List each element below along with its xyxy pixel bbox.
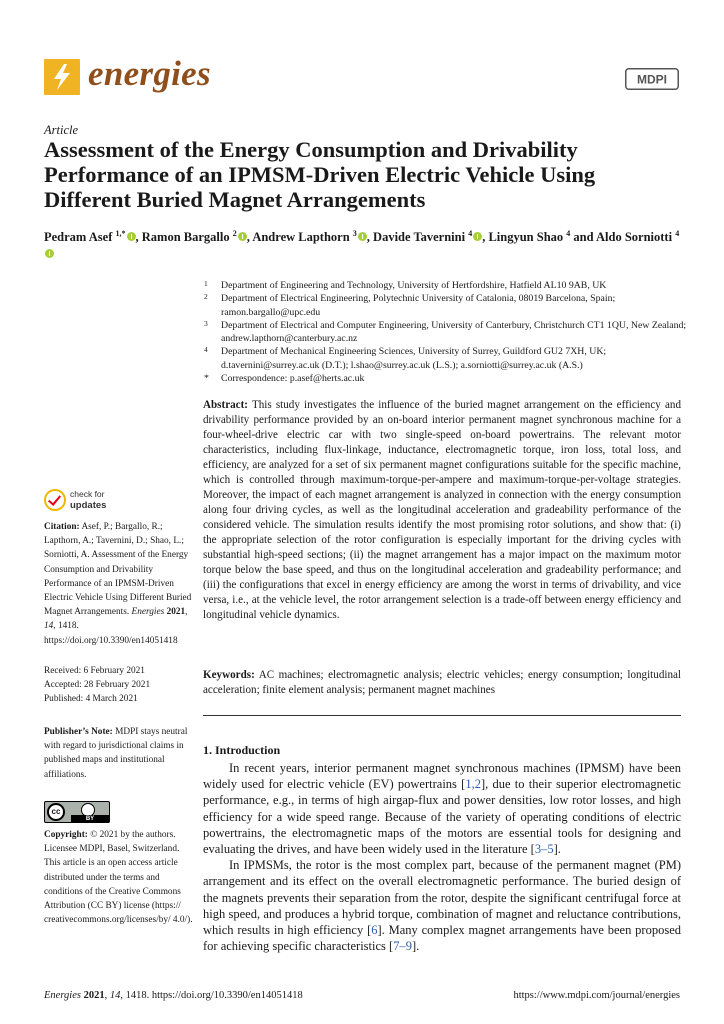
reference-link[interactable]: 7–9 bbox=[393, 939, 412, 954]
author-name: Ramon Bargallo bbox=[141, 230, 233, 244]
author-affiliation-mark: 4 bbox=[566, 228, 571, 238]
affiliation-item bbox=[203, 319, 693, 346]
footer-year: 2021 bbox=[83, 990, 105, 1001]
citation-text: Asef, P.; Bargallo, R.; Lapthorn, A.; Tavernini, D.; Shao, L.; Sorniotti, A. Assessment of the Energy Consumption and Drivability Performance of an IPMSM-Driven Electric Vehicle Using Different Buried Magnet Arrangements. bbox=[44, 522, 192, 618]
footer-journal-url[interactable]: https://www.mdpi.com/journal/energies bbox=[513, 990, 680, 1001]
affiliation-number: 3 bbox=[204, 318, 208, 328]
copyright-block bbox=[44, 828, 194, 927]
author-name: Pedram Asef bbox=[44, 230, 116, 244]
author-name: Aldo Sorniotti bbox=[596, 230, 676, 244]
affiliation-text: Department of Mechanical Engineering Sciences, University of Surrey, Guildford GU2 7XH, UK; d.tavernini@surrey.ac.uk (D.T.); l.shao@surrey.ac.uk (L.S.); a.sorniotti@surrey.ac.uk (A.S.) bbox=[221, 346, 607, 371]
citation-rest[interactable]: , 1418. https://doi.org/10.3390/en14051418 bbox=[44, 621, 178, 646]
abstract-label: Abstract: bbox=[203, 399, 248, 411]
keywords-text: AC machines; electromagnetic analysis; electric vehicles; energy consumption; longitudinal acceleration; finite element analysis; permanent magnet machines bbox=[203, 669, 681, 696]
introduction-body bbox=[203, 760, 681, 954]
cc-logo: cc bbox=[47, 803, 65, 821]
section-divider bbox=[203, 715, 681, 716]
author-affiliation-mark: 2 bbox=[232, 228, 237, 238]
affiliation-text: Department of Electrical and Computer Engineering, University of Canterbury, Christchurch CT1 1QU, New Zealand; andrew.lapthorn@canterbury.ac.nz bbox=[221, 319, 687, 345]
keywords bbox=[203, 668, 681, 698]
cc-by-label: BY bbox=[71, 815, 109, 823]
affiliation-number: * bbox=[204, 373, 209, 385]
author-name: Davide Tavernini bbox=[373, 230, 469, 244]
paper-title: Assessment of the Energy Consumption and Drivability Performance of an IPMSM-Driven Electric Vehicle Using Different Buried Magnet Arrangements bbox=[44, 137, 596, 212]
abstract-text: This study investigates the influence of the buried magnet arrangement on the efficiency and drivability performance provided by an on-board interior permanent magnet synchronous machine for a four-wheel-drive electric car with two single-speed on-board powertrains. The relevant motor characteristics, including flux-linkage, inductance, electromagnetic torque, iron loss, total loss, and efficiency, are analyzed for a set of six permanent magnet configurations suitable for the specific machine, which is controlled through maximum-torque-per-ampere and maximum-torque-per-voltage strategies. Moreover, the impact of each magnet arrangement is analyzed in connection with the energy consumption along four driving cycles, as well as the longitudinal acceleration and gradeability performance of the considered vehicle. The simulation results identify the most promising rotor solutions, and show that: (i) the appropriate selection of the rotor configuration is especially important for the driving cycles with substantial high-speed sections; (ii) the magnet arrangement has a major impact on the maximum motor torque below the base speed, and thus on the longitudinal acceleration and gradeability performance; and (iii) the configurations that excel in energy efficiency are among the worst in terms of drivability, and vice versa, i.e., at the vehicle level, the rotor arrangement selection is a trade-off between energy efficiency and longitudinal vehicle dynamics. bbox=[203, 399, 681, 621]
citation-journal: Energies bbox=[131, 607, 165, 618]
copyright-label: Copyright: bbox=[44, 830, 88, 840]
author-name: Andrew Lapthorn bbox=[252, 230, 353, 244]
affiliation-item bbox=[203, 279, 693, 292]
affiliation-item bbox=[203, 345, 693, 372]
affiliation-item bbox=[203, 372, 693, 385]
publisher-note bbox=[44, 725, 194, 782]
keywords-label: Keywords: bbox=[203, 669, 255, 681]
check-line2: updates bbox=[70, 499, 107, 511]
author-affiliation-mark: 1,* bbox=[115, 228, 126, 238]
affiliation-number: 2 bbox=[204, 292, 208, 302]
paragraph: In recent years, interior permanent magnet synchronous machines (IPMSM) have been widely used for electric vehicle (EV) powertrains [1,2], due to their superior electromagnetic performance, e.g., in terms of high airgap-flux and power densities, low rotor losses, and high efficiency for a wide speed range. Because of the variety of operating conditions of electric powertrains, the electromagnetic maps of the motors are essential tools for designing and evaluating the drives, and have been widely used in the literature [3–5]. bbox=[203, 761, 681, 857]
citation-block: Citation: Asef, P.; Bargallo, R.; Lapthorn, A.; Tavernini, D.; Shao, L.; Sorniotti, A. Assessment of the Energy Consumption and Drivability Performance of an IPMSM-Driven Electric Vehicle Using Different Buried Magnet Arrangements. Energies 2021, 14, 1418. https://doi.org/10.3390/en14051418 bbox=[44, 522, 192, 646]
abstract bbox=[203, 398, 681, 623]
author-affiliation-mark: 3 bbox=[352, 228, 357, 238]
orcid-icon[interactable] bbox=[127, 232, 136, 241]
accepted-date: Accepted: 28 February 2021 bbox=[44, 680, 151, 691]
orcid-icon[interactable] bbox=[473, 232, 482, 241]
author-affiliation-mark: 4 bbox=[675, 228, 680, 238]
footer-volume: 14 bbox=[109, 990, 121, 1001]
affiliation-number: 1 bbox=[204, 279, 208, 288]
received-date: Received: 6 February 2021 bbox=[44, 666, 145, 676]
article-type: Article bbox=[44, 123, 79, 137]
paragraph: In IPMSMs, the rotor is the most complex part, because of the permanent magnet (PM) arrangement and its effect on the overall electromagnetic performance. The buried design of the magnets prevents their separation from the rotor, despite the significant centrifugal force at high speed, and produces a hybrid torque, combination of magnet and reluctance contributions, which results in high efficiency [6]. Many complex magnet arrangements have been proposed for achieving specific characteristics [7–9]. bbox=[203, 858, 681, 954]
footer-citation: Energies 2021, 14, 1418. https://doi.org/10.3390/en14051418 bbox=[44, 990, 303, 1001]
copyright-text: © 2021 by the authors. Licensee MDPI, Basel, Switzerland. This article is an open access article distributed under the terms and conditions of the Creative Commons Attribution (CC BY) license (https:// creativecommons.org/licenses/by/ 4.0/). bbox=[44, 830, 193, 926]
dates-block bbox=[44, 664, 194, 707]
citation-volume: 14 bbox=[44, 621, 54, 632]
affiliation-item bbox=[203, 292, 693, 319]
section-heading: 1. Introduction bbox=[203, 743, 281, 757]
check-line1: check for bbox=[70, 489, 105, 499]
footer-journal: Energies bbox=[44, 990, 81, 1001]
note-text: MDPI stays neutral with regard to jurisdictional claims in published maps and institutional affiliations. bbox=[44, 727, 188, 780]
citation-label: Citation: bbox=[44, 522, 80, 532]
affiliations bbox=[203, 279, 693, 385]
affiliation-text: Correspondence: p.asef@herts.ac.uk bbox=[221, 373, 365, 385]
publisher-logo[interactable] bbox=[625, 68, 679, 90]
published-date: Published: 4 March 2021 bbox=[44, 694, 138, 705]
affiliation-text: Department of Electrical Engineering, Polytechnic University of Catalonia, 08019 Barcelona, Spain; ramon.bargallo@upc.edu bbox=[221, 293, 616, 318]
affiliation-number: 4 bbox=[204, 345, 208, 355]
author-list: Pedram Asef $^{1,*}$ , Ramon Bargallo $^2$ , Andrew Lapthorn $^3$ , Davide Tavernini $^4$ , Lingyun Shao $^4$ and Aldo Sorniotti $^4$ bbox=[44, 229, 684, 263]
note-label: Publisher’s Note: bbox=[44, 727, 113, 737]
orcid-icon[interactable] bbox=[45, 249, 54, 258]
citation-year: 2021 bbox=[166, 607, 186, 618]
reference-link[interactable]: 6 bbox=[371, 923, 378, 938]
author-name: Lingyun Shao bbox=[488, 230, 567, 244]
orcid-icon[interactable] bbox=[358, 232, 367, 241]
journal-logo-icon bbox=[44, 59, 80, 95]
checkmark-icon bbox=[44, 489, 66, 511]
check-for-updates-badge[interactable] bbox=[44, 489, 124, 513]
footer-doi[interactable]: , 1418. https://doi.org/10.3390/en14051418 bbox=[120, 990, 303, 1001]
cc-license-icon[interactable] bbox=[44, 801, 110, 823]
journal-name: energies bbox=[88, 54, 211, 93]
reference-link[interactable]: 3–5 bbox=[534, 842, 554, 857]
publisher-name: MDPI bbox=[637, 72, 667, 87]
author-affiliation-mark: 4 bbox=[468, 228, 473, 238]
reference-link[interactable]: 1,2 bbox=[465, 777, 481, 792]
orcid-icon[interactable] bbox=[238, 232, 247, 241]
affiliation-text: Department of Engineering and Technology, University of Hertfordshire, Hatfield AL10 9AB, UK bbox=[221, 280, 607, 291]
